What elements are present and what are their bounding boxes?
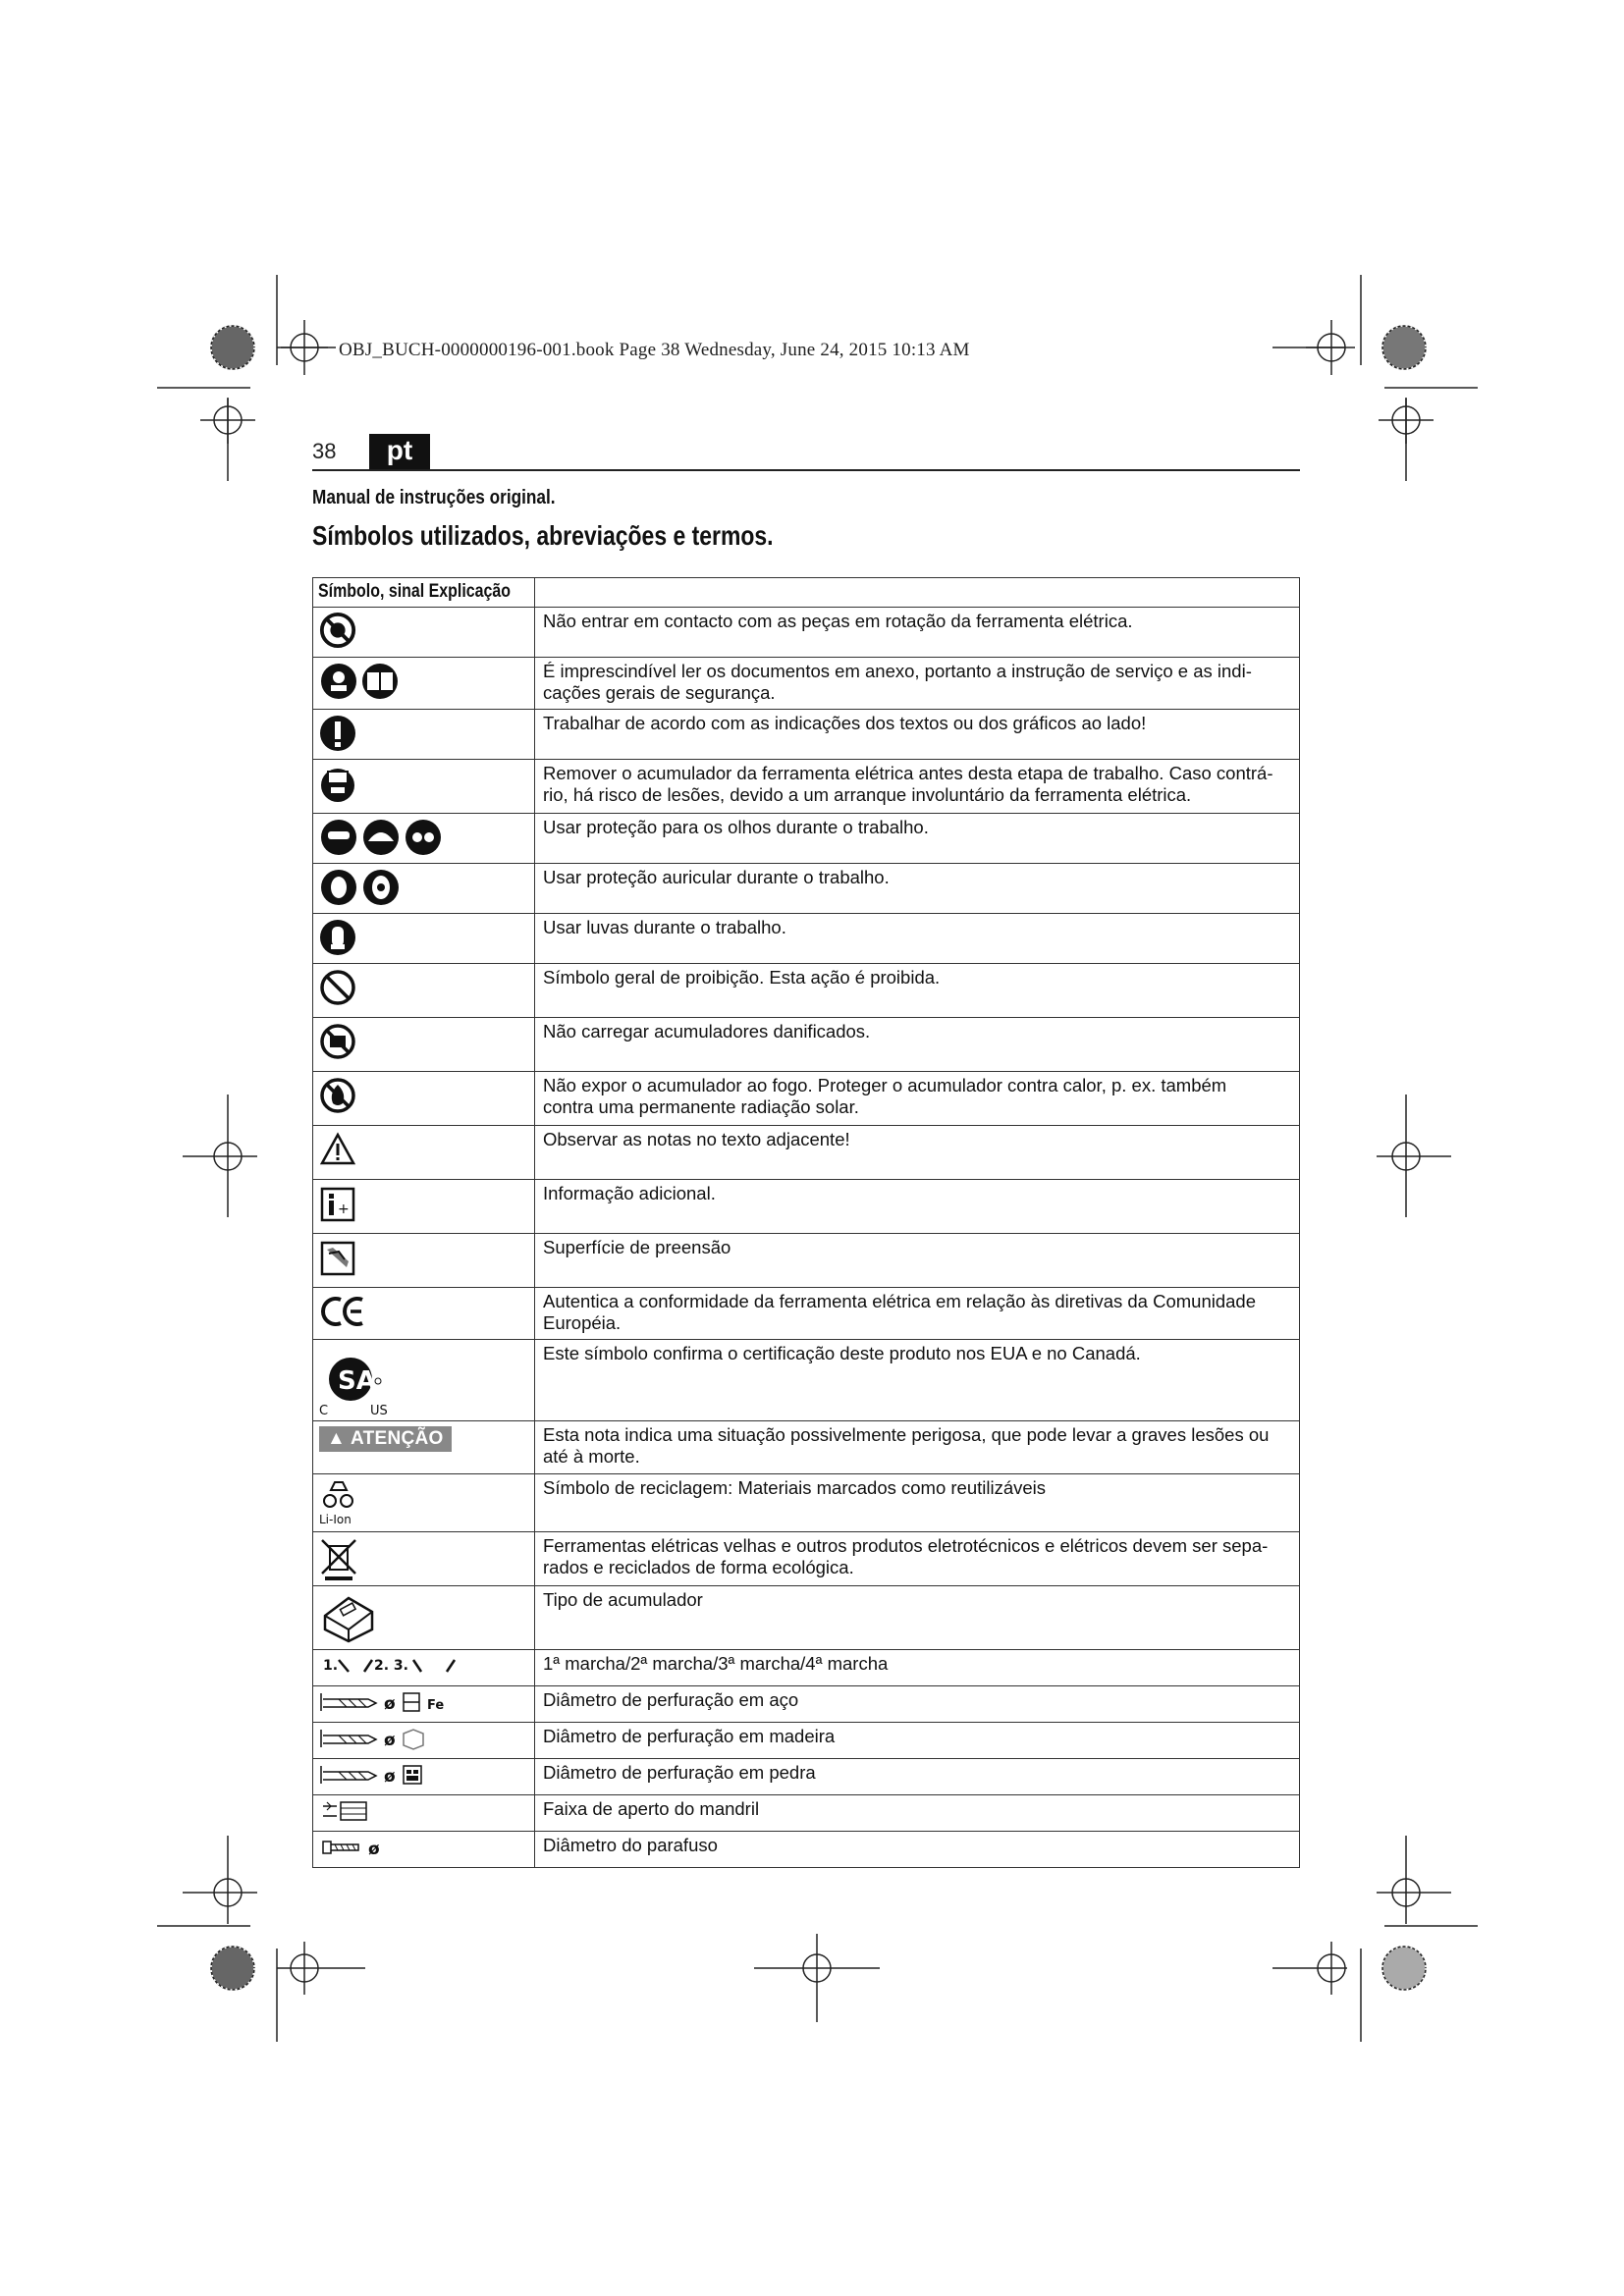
- read-manual-icon: [319, 662, 402, 701]
- no-charge-damaged-battery-icon: [319, 1022, 356, 1061]
- svg-text:+: +: [338, 1201, 350, 1217]
- book-info-line: OBJ_BUCH-0000000196-001.book Page 38 Wednesday, June 24, 2015 10:13 AM: [339, 340, 970, 360]
- table-row: Superfície de preensão: [313, 1234, 1300, 1288]
- no-contact-rotating-parts-icon: [319, 612, 356, 649]
- table-row: Autentica a conformidade da ferramenta elétrica em relação às diretivas da Comunidade Européia.: [313, 1288, 1300, 1340]
- warning-exclamation-icon: [319, 714, 356, 753]
- table-row: Ferramentas elétricas velhas e outros produtos eletrotécnicos e elétricos devem ser sepa- rados e reciclados de forma ecológica.: [313, 1532, 1300, 1586]
- table-row: Observar as notas no texto adjacente!: [313, 1126, 1300, 1180]
- table-row: ø Fe Diâmetro de perfuração em aço: [313, 1686, 1300, 1723]
- no-fire-icon: [319, 1076, 356, 1115]
- info-icon: [319, 1184, 356, 1223]
- table-row: Tipo de acumulador: [313, 1586, 1300, 1650]
- drill-wood-icon: [319, 1726, 437, 1751]
- screw-diameter-icon: [319, 1835, 398, 1860]
- recycling-liion-icon: [319, 1478, 362, 1527]
- drill-steel-icon: [319, 1689, 457, 1715]
- drill-stone-icon: [319, 1762, 437, 1788]
- table-row: Usar luvas durante o trabalho.: [313, 914, 1300, 964]
- table-row: Li-Ion Símbolo de reciclagem: Materiais marcados como reutilizáveis: [313, 1474, 1300, 1532]
- table-row: + Informação adicional.: [313, 1180, 1300, 1234]
- table-row: Usar proteção para os olhos durante o trabalho.: [313, 814, 1300, 864]
- header-rule: [312, 469, 1300, 471]
- csa-us-label: US: [370, 1404, 388, 1416]
- gear-selection-icon: [319, 1652, 476, 1678]
- liion-label: Li-Ion: [319, 1513, 352, 1526]
- table-header: Símbolo, sinal Explicação: [318, 581, 512, 602]
- warning-triangle-icon: [319, 1130, 356, 1169]
- diameter-label: ø: [368, 1840, 380, 1859]
- diameter-label: ø: [384, 1694, 396, 1714]
- svg-text:SA: SA: [338, 1366, 376, 1396]
- symbols-table: [312, 577, 1300, 1868]
- gear-23-label: 2. 3.: [374, 1658, 408, 1674]
- table-row: Não entrar em contacto com as peças em rotação da ferramenta elétrica.: [313, 608, 1300, 658]
- grip-surface-icon: [319, 1238, 356, 1277]
- table-row: Trabalhar de acordo com as indicações dos textos ou dos gráficos ao lado!: [313, 710, 1300, 760]
- table-row: ø Diâmetro do parafuso: [313, 1832, 1300, 1868]
- csa-c-label: C: [319, 1404, 329, 1416]
- ce-mark-icon: [319, 1292, 368, 1331]
- page-number: 38: [312, 439, 337, 463]
- manual-title: Manual de instruções original.: [312, 487, 556, 508]
- table-row: ▲ ATENÇÃO Esta nota indica uma situação possivelmente perigosa, que pode levar a graves lesões ou até à morte.: [313, 1421, 1300, 1474]
- ear-protection-icon: [319, 868, 404, 907]
- chuck-range-icon: [319, 1798, 378, 1824]
- weee-bin-icon: [319, 1536, 358, 1581]
- table-row: Símbolo geral de proibição. Esta ação é proibida.: [313, 964, 1300, 1018]
- csa-mark-icon: [319, 1344, 398, 1416]
- table-header-row: [313, 578, 1300, 608]
- language-badge: pt: [369, 434, 430, 469]
- gear-1-label: 1.: [323, 1658, 339, 1674]
- fe-label: Fe: [427, 1698, 445, 1713]
- table-row: Não carregar acumuladores danificados.: [313, 1018, 1300, 1072]
- prohibition-icon: [319, 968, 356, 1007]
- table-row: SA C US Este símbolo confirma o certificação deste produto nos EUA e no Canadá.: [313, 1340, 1300, 1421]
- table-row: É imprescindível ler os documentos em anexo, portanto a instrução de serviço e as indi- cações gerais de segurança.: [313, 658, 1300, 710]
- table-row: ø Diâmetro de perfuração em pedra: [313, 1759, 1300, 1795]
- gloves-icon: [319, 918, 356, 957]
- section-title: Símbolos utilizados, abreviações e termos.: [312, 520, 774, 551]
- diameter-label: ø: [384, 1731, 396, 1750]
- diameter-label: ø: [384, 1767, 396, 1787]
- battery-type-icon: [319, 1590, 378, 1645]
- table-row: Remover o acumulador da ferramenta elétrica antes desta etapa de trabalho. Caso contrá- rio, há risco de lesões, devido a um arranque involuntário da ferramenta elétrica.: [313, 760, 1300, 814]
- table-row: Faixa de aperto do mandril: [313, 1795, 1300, 1832]
- remove-battery-icon: [319, 764, 356, 803]
- table-row: Usar proteção auricular durante o trabalho.: [313, 864, 1300, 914]
- atencao-label: ▲ ATENÇÃO: [319, 1426, 452, 1452]
- eye-protection-icon: [319, 818, 445, 857]
- table-row: Não expor o acumulador ao fogo. Proteger o acumulador contra calor, p. ex. também contra uma permanente radiação solar.: [313, 1072, 1300, 1126]
- table-row: 1. 2. 3. 1ª marcha/2ª marcha/3ª marcha/4ª marcha: [313, 1650, 1300, 1686]
- table-row: ø Diâmetro de perfuração em madeira: [313, 1723, 1300, 1759]
